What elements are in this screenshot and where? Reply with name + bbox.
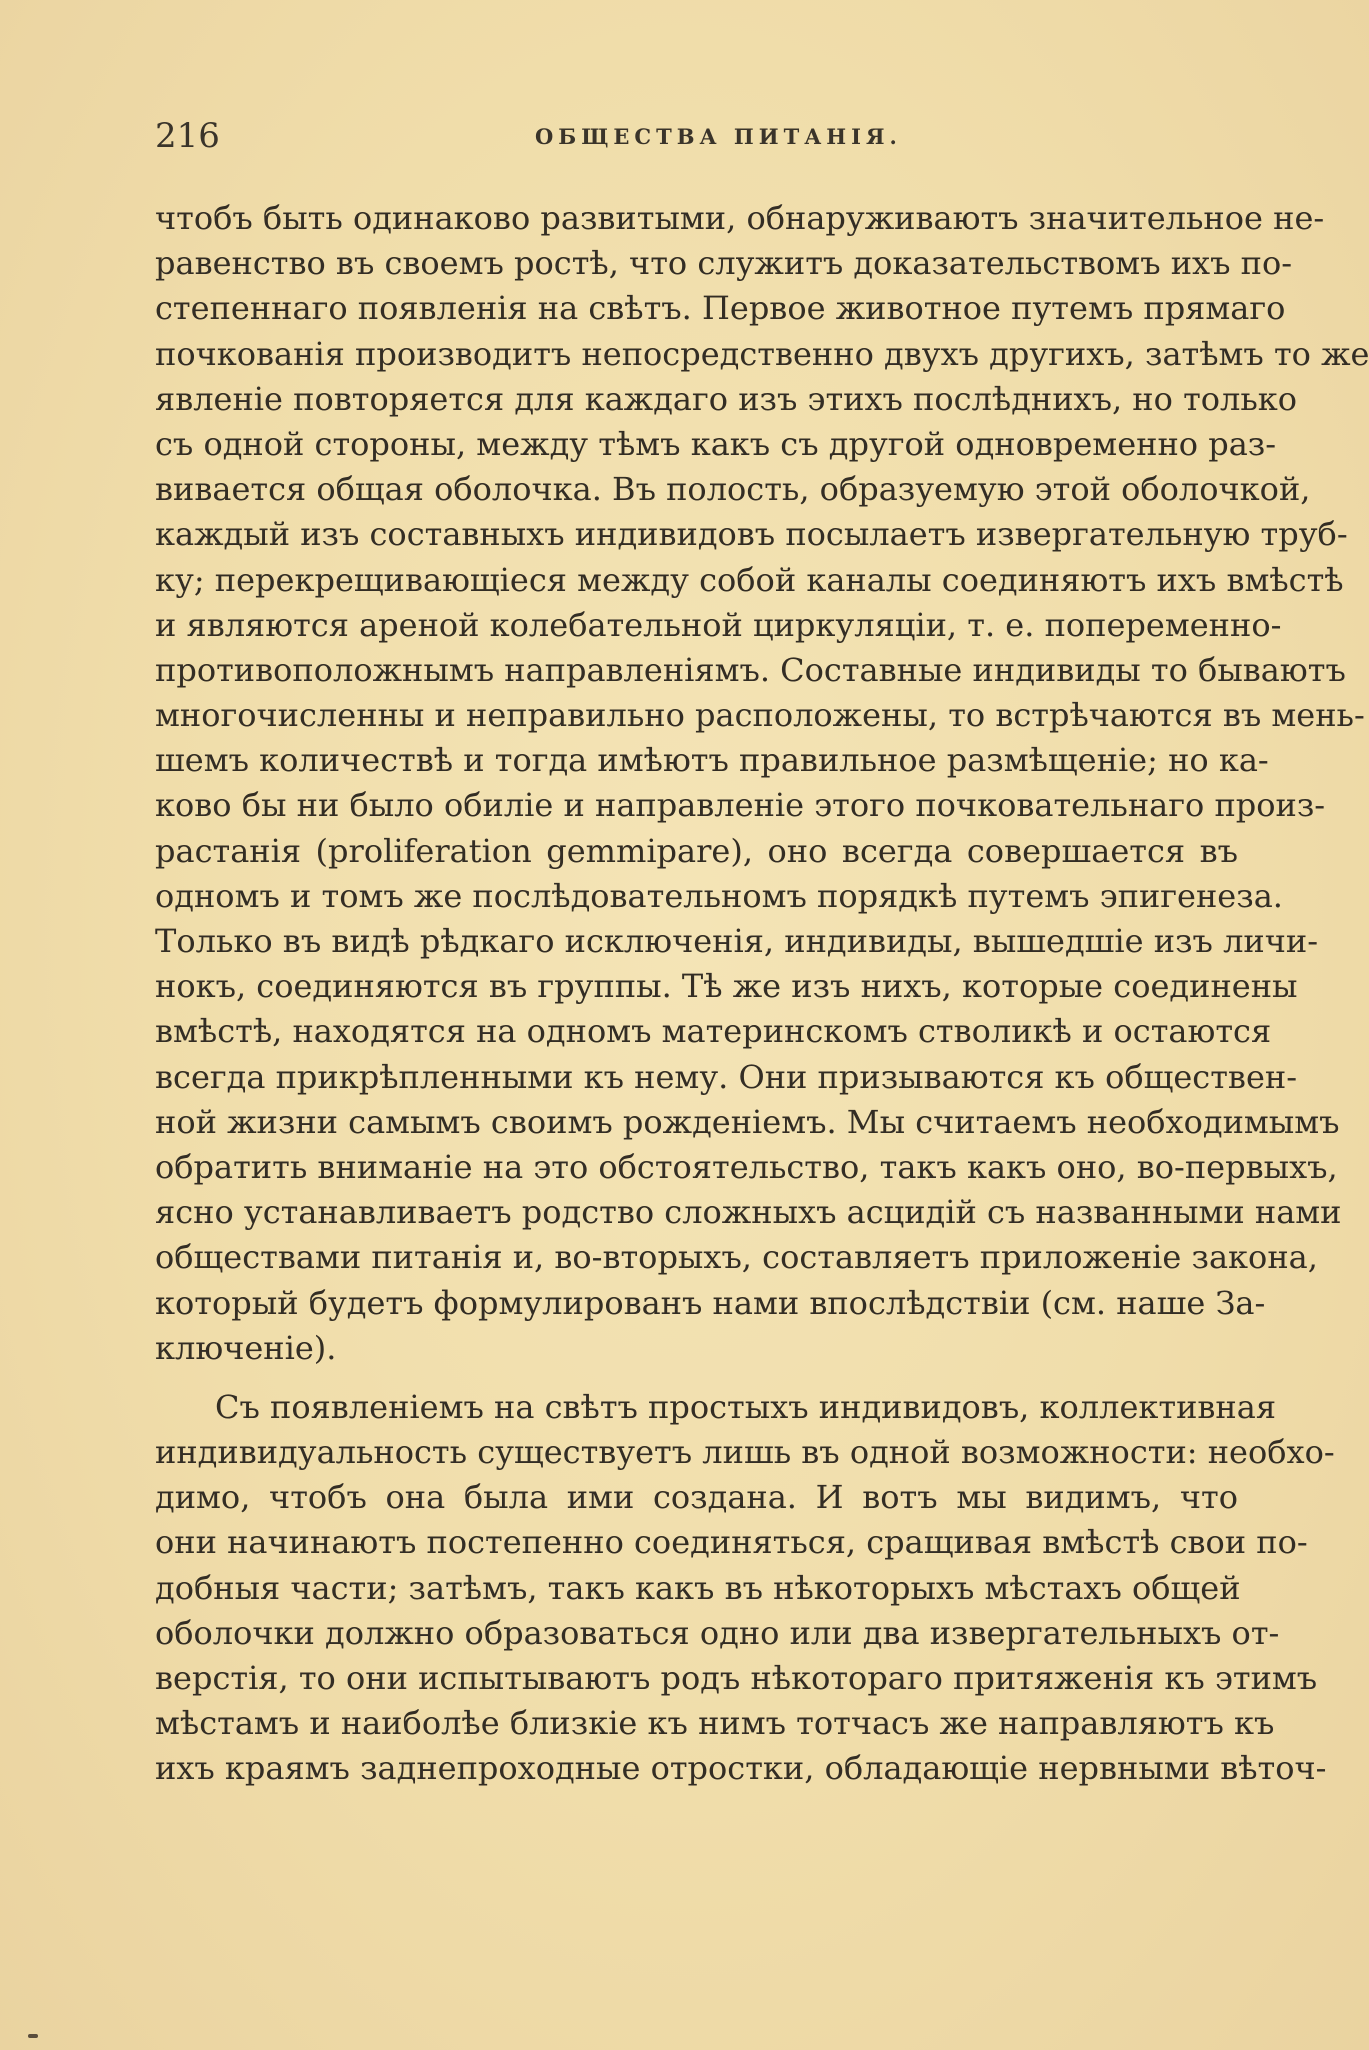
text-line: почкованія производитъ непосредственно двухъ другихъ, затѣмъ то же (155, 334, 1369, 373)
paragraph (155, 196, 1369, 1371)
ink-speck (28, 2034, 38, 2038)
text-line: растанія (proliferation gemmipare), оно всегда совершается въ (155, 831, 1238, 870)
text-line: верстія, то они испытываютъ родъ нѣкотораго притяженія къ этимъ (155, 1659, 1318, 1697)
text-line: степеннаго появленія на свѣтъ. Первое животное путемъ прямаго (155, 289, 1286, 328)
text-line: который будетъ формулированъ нами впослѣдствіи (см. наше За- (155, 1283, 1266, 1322)
text-line: противоположнымъ направленіямъ. Составные индивиды то бываютъ (155, 650, 1346, 689)
text-line: димо, чтобъ она была ими создана. И вотъ мы видимъ, что (155, 1478, 1238, 1517)
text-line: ихъ краямъ заднепроходные отростки, обладающіе нервными вѣточ- (155, 1749, 1327, 1788)
paragraph-gap (155, 1371, 1238, 1385)
text-line: чтобъ быть одинаково развитыми, обнаруживаютъ значительное не- (155, 199, 1325, 237)
text-line: равенство въ своемъ ростѣ, что служитъ доказательствомъ ихъ по- (155, 244, 1293, 283)
text-line: добныя части; затѣмъ, такъ какъ въ нѣкоторыхъ мѣстахъ общей (155, 1568, 1241, 1607)
text-line: Съ появленіемъ на свѣтъ простыхъ индивидовъ, коллективная (215, 1387, 1277, 1426)
text-line: каждый изъ составныхъ индивидовъ посылаетъ извергательную труб- (155, 515, 1348, 554)
text-line: обществами питанія и, во-вторыхъ, составляетъ приложеніе закона, (155, 1238, 1318, 1277)
text-line: оболочки должно образоваться одно или два извергательныхъ от- (155, 1613, 1280, 1652)
running-title: ОБЩЕСТВА ПИТАНІЯ. (535, 124, 902, 149)
text-line: всегда прикрѣпленными къ нему. Они призываются къ обществен- (155, 1057, 1298, 1096)
text-line: вмѣстѣ, находятся на одномъ материнскомъ стволикѣ и остаются (155, 1012, 1272, 1051)
text-line: ково бы ни было обиліе и направленіе этого почковательнаго произ- (155, 786, 1326, 825)
text-line: ку; перекрещивающіеся между собой каналы соединяютъ ихъ вмѣстѣ (155, 560, 1344, 599)
text-line: явленіе повторяется для каждаго изъ этихъ послѣднихъ, но только (155, 379, 1298, 418)
body-text (155, 196, 1369, 1792)
text-line: они начинаютъ постепенно соединяться, сращивая вмѣстѣ свои по- (155, 1523, 1308, 1562)
text-line: одномъ и томъ же послѣдовательномъ порядкѣ путемъ эпигенеза. (155, 876, 1283, 915)
text-line: съ одной стороны, между тѣмъ какъ съ другой одновременно раз- (155, 424, 1277, 463)
text-line: нокъ, соединяются въ группы. Тѣ же изъ нихъ, которые соединены (155, 967, 1298, 1006)
text-line: и являются ареной колебательной циркуляціи, т. е. попеременно- (155, 605, 1282, 644)
text-line: ной жизни самымъ своимъ рожденіемъ. Мы считаемъ необходимымъ (155, 1102, 1340, 1141)
text-line: шемъ количествѣ и тогда имѣютъ правильное размѣщеніе; но ка- (155, 741, 1269, 780)
text-line: многочисленны и неправильно расположены, то встрѣчаются въ мень- (155, 696, 1365, 735)
running-head (155, 116, 1235, 156)
text-line: Только въ видѣ рѣдкаго исключенія, индивиды, вышедшіе изъ личи- (155, 922, 1319, 960)
text-line: ясно устанавливаетъ родство сложныхъ асцидій съ названными нами (155, 1193, 1342, 1232)
paragraph (155, 1385, 1335, 1792)
text-line: индивидуальность существуетъ лишь въ одной возможности: необхо- (155, 1433, 1335, 1472)
text-line: вивается общая оболочка. Въ полость, образуемую этой оболочкой, (155, 470, 1311, 509)
text-line: ключеніе). (155, 1328, 337, 1367)
text-line: обратить вниманіе на это обстоятельство, такъ какъ оно, во-первыхъ, (155, 1147, 1338, 1186)
text-line: мѣстамъ и наиболѣе близкіе къ нимъ тотчасъ же направляютъ къ (155, 1704, 1275, 1743)
page-number: 216 (155, 116, 220, 156)
